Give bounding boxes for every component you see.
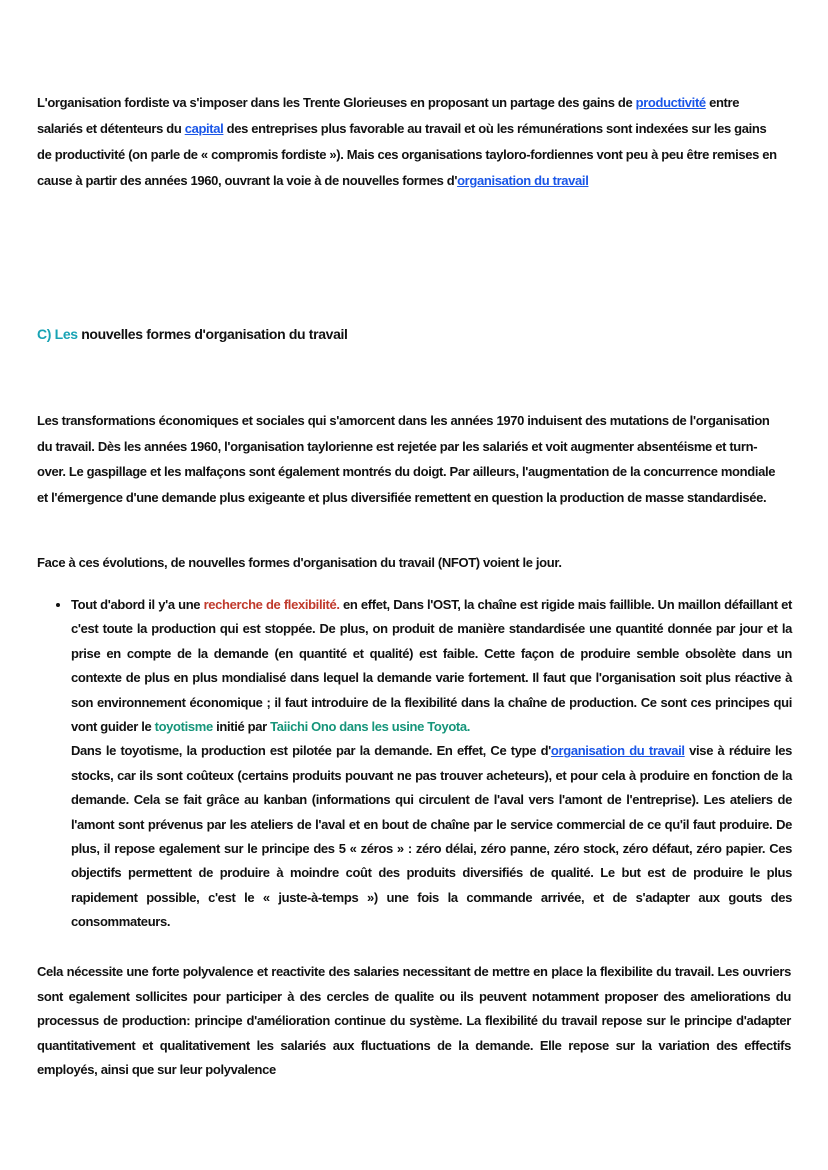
section-title: nouvelles formes d'organisation du travail: [81, 326, 348, 342]
text: en effet, Dans l'OST, la chaîne est rigide mais faillible. Un maillon défaillant et c'est toute la production qui est stoppée. De plus, on produit de manière standardisée une quantité donnée par jour et la prise en compte de la demande (en quantité et qualité) est faible. Cette façon de produire semble obsolète dans un contexte de plus en plus mondialisé dans lequel la demande varie fortement. Il faut que l'organisation soit plus réactive à son environnement économique ; il faut introduire de la flexibilité dans la chaîne de production. Ce sont ces principes qui vont guider le: [71, 597, 792, 735]
link-productivite[interactable]: productivité: [635, 95, 706, 110]
section-number: C) Les: [37, 326, 82, 342]
highlight-taiichi-ono: Taiichi Ono dans les usine Toyota.: [270, 719, 471, 735]
section-heading: [37, 322, 779, 346]
paragraph-fordism: [37, 90, 779, 194]
paragraph-nfot: Face à ces évolutions, de nouvelles formes d'organisation du travail (NFOT) voient le jour.: [37, 555, 562, 570]
list-item-flexibilite: [71, 593, 792, 935]
link-organisation-du-travail-2[interactable]: organisation du travail: [550, 743, 685, 759]
text: vise à réduire les stocks, car ils sont coûteux (certains produits pouvant ne pas trouver acheteurs), et pour cela à produire en fonction de la demande. Cela se fait grâce au kanban (informations qui circulent de l'aval vers l'amont de l'entreprise). Les ateliers de l'amont sont prévenus par les ateliers de l'aval et en bout de chaîne par le service commercial de ce qu'il faut produire. De plus, il repose egalement sur le principe des 5 « zéros » : zéro délai, zéro panne, zéro stock, zéro défaut, zéro papier. Ces objectifs permettent de produire à moindre coût des produits diversifiés de qualité. Le but est de produire le plus rapidement possible, c'est le « juste-à-temps ») une fois la commande arrivée, et de s'adapter aux gouts des consommateurs.: [71, 743, 792, 930]
text: des entreprises plus favorable au travail et où les rémunérations sont indexées sur les gains de productivité (on parle de « compromis fordiste »). Mais ces organisations tayloro-fordiennes vont peu à peu être remises en cause à partir des années 1960, ouvrant la voie à de nouvelles formes d': [37, 121, 777, 188]
bullet-list: [37, 593, 792, 935]
highlight-toyotisme: toyotisme: [154, 719, 213, 735]
paragraph-transformations: Les transformations économiques et sociales qui s'amorcent dans les années 1970 induisent des mutations de l'organisation du travail. Dès les années 1960, l'organisation taylorienne est rejetée par les salariés et voit augmenter absentéisme et turn-over. Le gaspillage et les malfaçons sont également montrés du doigt. Par ailleurs, l'augmentation de la concurrence mondiale et l'émergence d'une demande plus exigeante et plus diversifiée remettent en question la production de masse standardisée.: [37, 413, 776, 505]
highlight-flexibilite: recherche de flexibilité.: [203, 597, 340, 612]
link-organisation-du-travail[interactable]: organisation du travail: [457, 173, 589, 188]
text: Dans le toyotisme, la production est pilotée par la demande. En effet, Ce type d': [71, 743, 551, 759]
text: initié par: [212, 719, 271, 735]
text: Tout d'abord il y'a une: [71, 597, 204, 612]
text: entre salariés et détenteurs du: [37, 95, 740, 136]
link-capital[interactable]: capital: [184, 121, 224, 136]
paragraph-polyvalence: Cela nécessite une forte polyvalence et reactivite des salaries necessitant de mettre en place la flexibilite du travail. Les ouvriers sont egalement sollicites pour participer à des cercles de qualite ou ils peuvent notamment proposer des ameliorations du processus de production: principe d'amélioration continue du système. La flexibilité du travail repose sur le principe d'adapter quantitativement et qualitativement les salariés aux fluctuations de la demande. Elle repose sur la variation des effectifs employés, ainsi que sur leur polyvalence: [37, 964, 791, 1078]
text: L'organisation fordiste va s'imposer dans les Trente Glorieuses en proposant un partage des gains de: [37, 95, 636, 110]
